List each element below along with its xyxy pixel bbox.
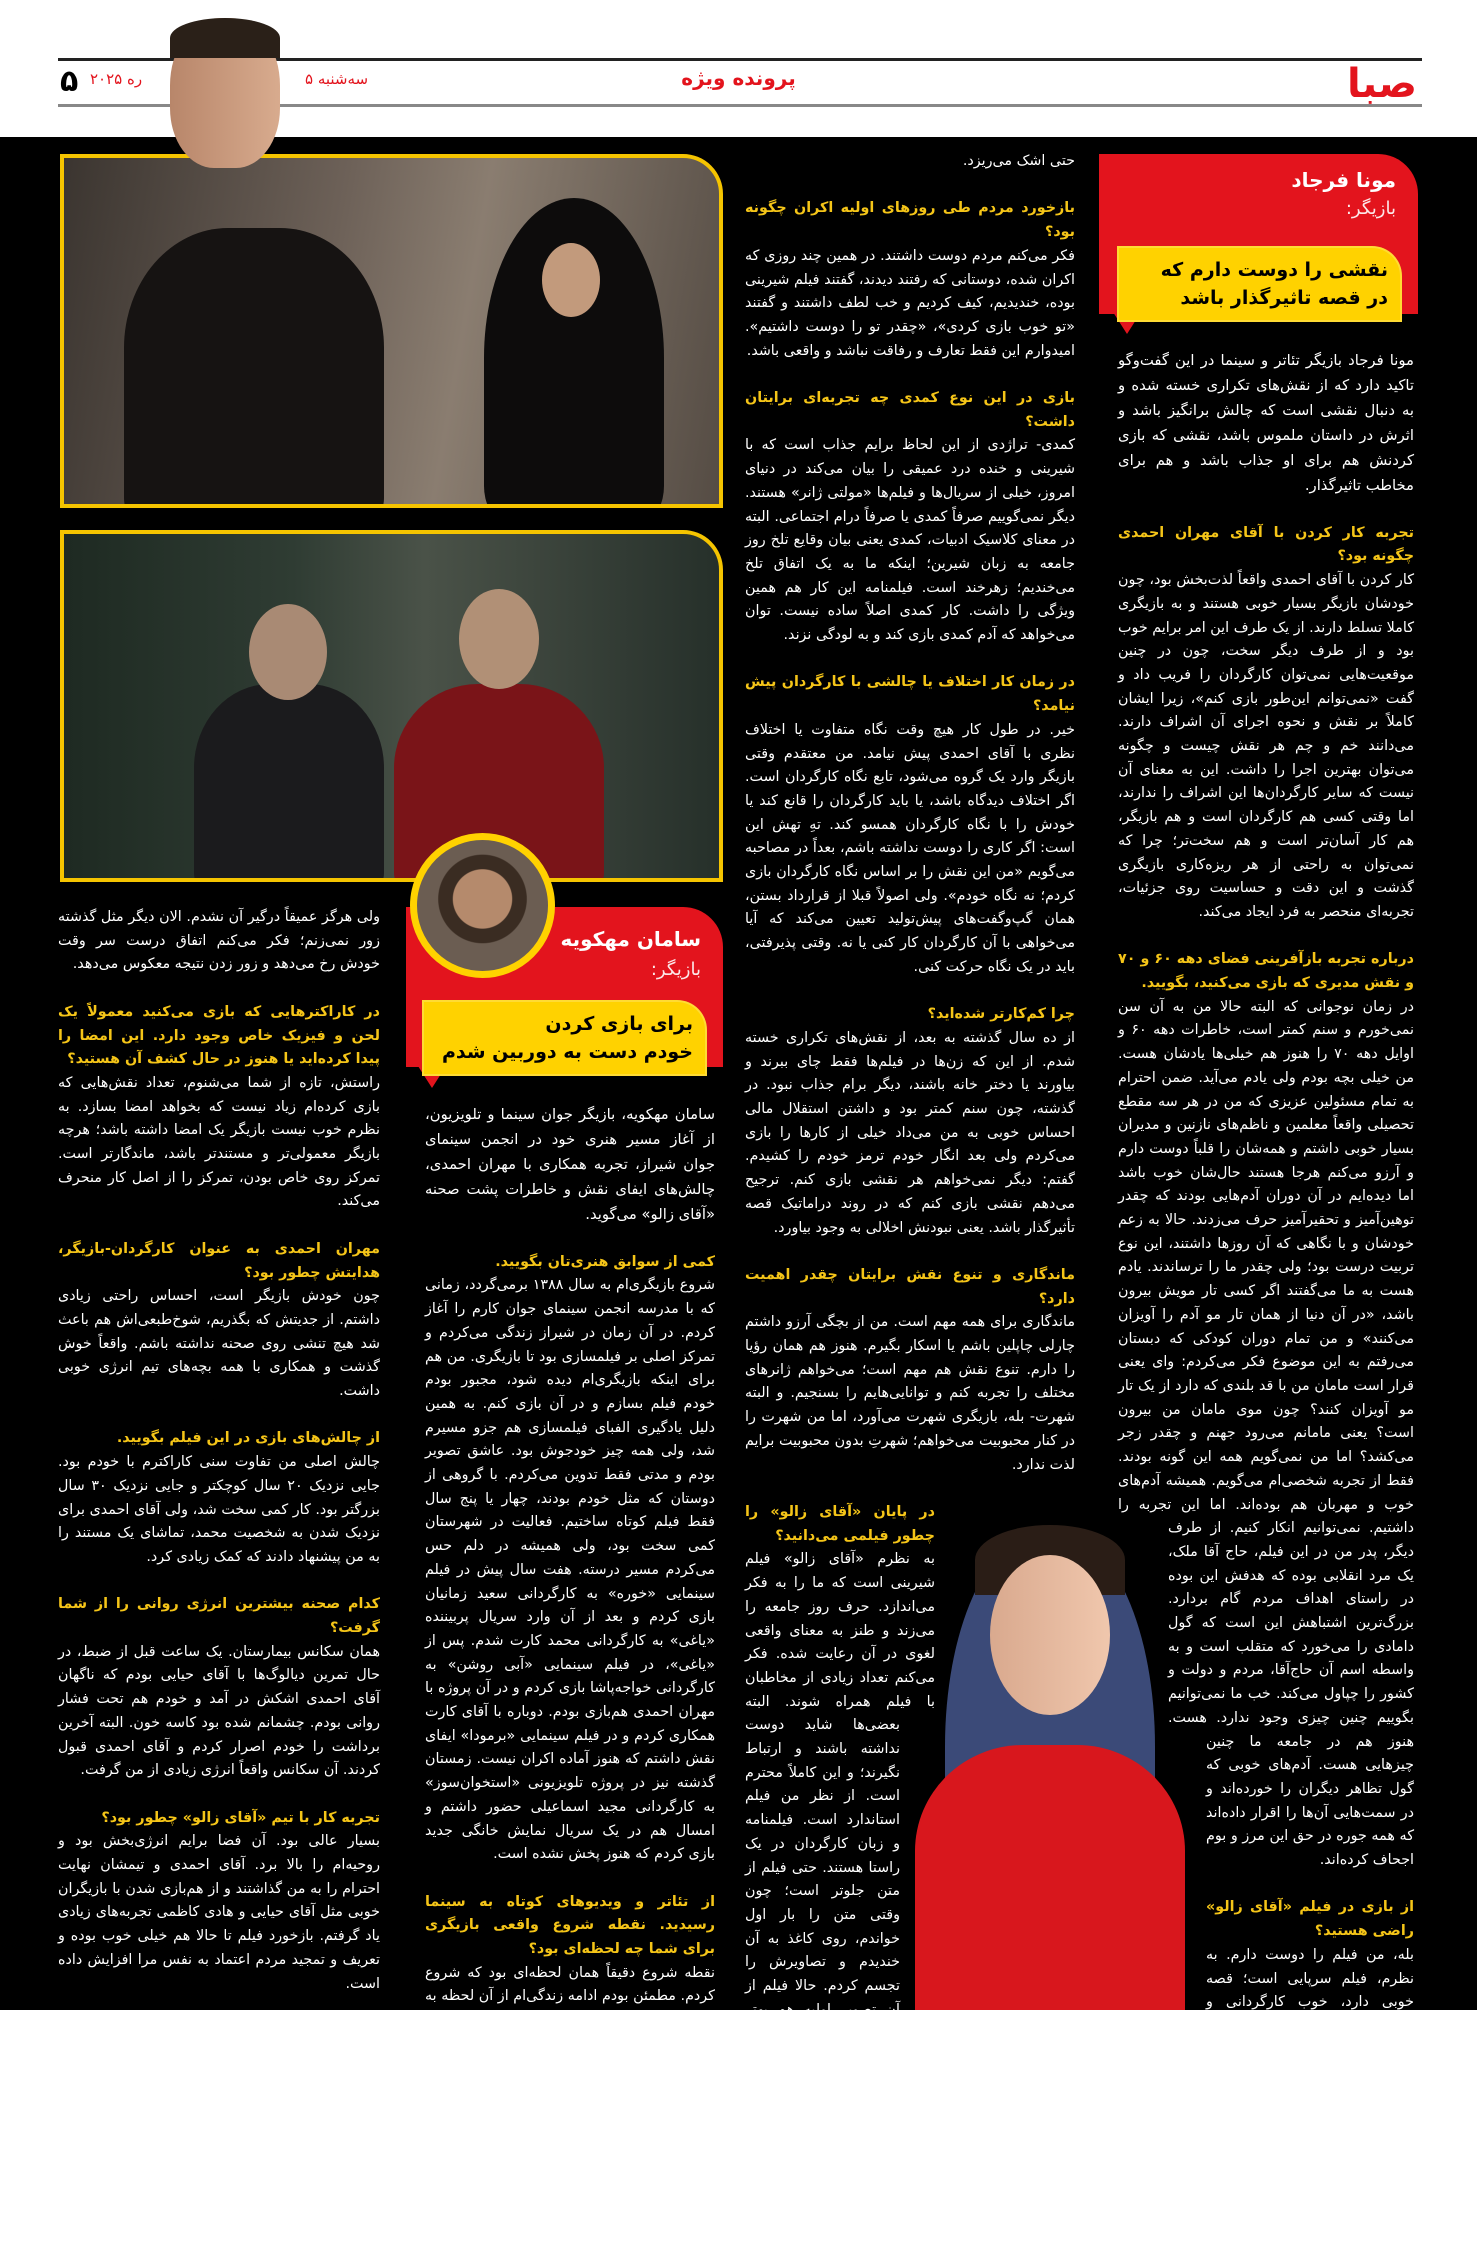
interviewee-name: سامان مهکویه — [560, 927, 701, 951]
interview-answer: خیر. در طول کار هیچ وقت نگاه متفاوت یا اختلاف نظری با آقای احمدی پیش نیامد. من معتقدم وقتی بازیگر وارد یک گروه می‌شود، تابع نگاه کارگردان است. اگر اختلاف دیدگاه باشد، یا باید کارگردان را قانع کند یا خودش را با نگاه کارگردان همسو کند. تهِ تهش این است: اگر کاری را دوست نداشته باشم، بعداً در مصاحبه می‌گویم «من این نقش را بر اساس نگاه کارگردان بازی کردم؛ نه نگاه خودم». ولی اصولاً قبلا از قرارداد بستن، همان گپ‌وگفت‌های پیش‌تولید تعیین می‌کند که آیا می‌خواهی با آن کارگردان کار کنی یا نه. وقتی پذیرفتی، باید در یک نگاه حرکت کنی. — [745, 721, 1075, 975]
newspaper-logo[interactable]: صبا — [1347, 61, 1417, 107]
issue-date-part2: ره ۲۰۲۵ — [90, 70, 143, 88]
interview-question: تجربه کار کردن با آقای مهران احمدی چگونه بود؟ — [1118, 524, 1414, 565]
interview-question: از چالش‌های بازی در این فیلم بگویید. — [116, 1430, 380, 1447]
headline-line-1: نقشی را دوست دارم که — [1160, 259, 1388, 281]
headline-line-2: خودم دست به دوربین شدم — [441, 1041, 693, 1063]
interviewee-role: بازیگر: — [650, 959, 701, 980]
page-number: ۵ — [60, 64, 79, 99]
mona-headline — [1117, 246, 1402, 322]
interview-answer: چالش اصلی من تفاوت سنی کاراکترم با خودم بود. جایی نزدیک ۲۰ سال کوچکتر و جایی نزدیک ۳۰ سال بزرگتر بود. کار کمی سخت شد، ولی آقای احمدی برای نزدیک شدن به شخصیت محمد، تماشای یک مستند را به من پیشنهاد دادند که کمک زیادی کرد. — [58, 1454, 380, 1565]
interviewee-role: بازیگر: — [1345, 198, 1396, 219]
film-still-photo-2 — [60, 530, 723, 882]
interview-question: در کاراکترهایی که بازی می‌کنید معمولاً یک لحن و فیزیک خاص وجود دارد. این امضا را پیدا کرده‌اید یا هنوز در حال کشف آن هستید؟ — [58, 1003, 380, 1068]
woman-face — [542, 243, 600, 317]
interview-answer: در زمان نوجوانی که البته حالا من به آن سن نمی‌خورم و سنم کمتر است، خاطرات دهه ۶۰ و اوایل دهه ۷۰ را هنوز هم خیلی‌ها یادشان هست. من خیلی بچه بودم ولی یادم می‌آید. ضمن احترام به تمام مسئولین عزیزی که من در هر سه مقطع تحصیلی واقعاً معلمین و ناظم‌های نازنین و مدیران بسیار خوبی داشتم و همه‌شان را قلباً دوست دارم و آرزو می‌کنم هرجا هستند حال‌شان خوب باشد اما دیده‌ایم در آن دوران آدم‌هایی بودند که چقدر توهین‌آمیز و تحقیرآمیز حرف می‌زدند. حالا به زعم خودشان و با نگاهی که آن روزها داشتند، این نوع تربیت درست بود؛ ولی چقدر ما را ترساندند. یادم هست به ما می‌گفتند اگر کسی تار مویش بیرون باشد، «در آن دنیا از همان تار مو آدم را آویزان می‌کنند» و من تمام دوران کودکی که دبستان می‌رفتم به این موضوع فکر می‌کردم: وای یعنی قرار است مامان من با قد بلندی که دارد از یک تار مو آویزان کنند؟ چون موی مامان من بیرون است؟ یعنی مامانم می‌رود جهنم و چقدر زجر می‌کشد؟ اما من نمی‌گویم همه این گونه بودند. فقط از تجربه شخصی‌ام می‌گویم. همیشه آدم‌های خوب و مهربان هم بوده‌اند. اما این تجربه را داشتیم. نمی‌توانیم انکار کنیم. از طرف دیگر، پدر من در این فیلم، حاج آقا ملک، یک مرد انقلابی بوده که هدفش این بوده در راستای اهداف مردم گام بردارد. بزرگ‌ترین اشتباهش این است که گول دامادی را می‌خورد که متقلب است و به واسطه اسم آن حاج‌آقا، مردم و دولت و کشور را چپاول می‌کند. خب ما نمی‌توانیم بگوییم چنین چیزی وجود ندارد. هست. هنوز هم در جامعه ما چنین چیزهایی هست. آدم‌های خوبی که گول تظاهر دیگران را خورده‌اند و در سمت‌هایی آن‌ها را اقرار داده‌اند که همه جوره در حق این مرز و بوم اجحاف کرده‌اند. — [1118, 998, 1415, 1869]
interview-question: چرا کم‌کارتر شده‌اید؟ — [927, 1006, 1075, 1023]
interview-question: از تئاتر و ویدیوهای کوتاه به سینما رسیدید. نقطه شروع واقعی بازیگری برای شما چه لحظه‌ای بود؟ — [425, 1893, 715, 1958]
actor-hair — [170, 18, 280, 58]
interview-answer: از ده سال گذشته به بعد، از نقش‌های تکراری خسته شدم. از این که زن‌ها در فیلم‌ها فقط چای ببرند و بیاورند یا دختر خانه باشند، دیگر برام جذاب نبود. در گذشته، چون سنم کمتر بود و داشتن استقلال مالی احساس خوبی به من می‌داد خیلی از کارها را بازی می‌کردم ولی بعد انگار خودم ترمز خودم را کشیدم. گفتم: دیگر نمی‌خواهم هر نقشی بازی کنم. ترجیح می‌دهم نقشی بازی کنم که در روند دراماتیک قصه تأثیرگذار باشد. یعنی نبودنش اخلالی به وجود بیاورد. — [745, 1029, 1075, 1236]
interview-answer: ولی هرگز عمیقاً درگیر آن نشدم. الان دیگر مثل گذشته زور نمی‌زنم؛ فکر می‌کنم اتفاق درست سر وقت خودش رخ می‌دهد و زور زدن نتیجه معکوس می‌دهد. — [58, 909, 380, 973]
saman-interview-column — [425, 1102, 715, 2057]
headline-line-2: در قصه تاثیرگذار باشد — [1180, 287, 1388, 309]
interview-question: درباره تجربه بازآفرینی فضای دهه ۶۰ و ۷۰ و نقش مدیری که بازی می‌کنید، بگویید. — [1118, 951, 1414, 992]
interview-answer: بله، من فیلم را دوست دارم. به نظرم، فیلم سرپایی است؛ قصه خوبی دارد، خوب کارگردانی و روایت می‌شود. از نظر من بازی‌ها همه تمیز و خوب‌اند. حتی نقش‌هایی که کوتاه‌تر هستند دوست‌داشتنی و ماندگارند. به نظر شخصی من فیلم ما را به فکر می‌برد؛ آدم می‌بیند، فکر می‌کند، جایی غمگین می‌شود و — [1206, 1946, 1414, 2177]
saman-interview-continued-column — [58, 906, 380, 1996]
interview-answer: بسیار عالی بود. آن فضا برایم انرژی‌بخش بود و روحیه‌ام را بالا برد. آقای احمدی و تیمشان نهایت احترام را به من گذاشتند و از هم‌بازی شدن با بازیگران خوبی مثل آقای حیایی و هادی کاظمی تجربه‌های زیادی یاد گرفتم. بازخورد فیلم تا حالا هم خیلی خوب بوده و تعریف و تمجید مردم اعتماد به نفس مرا افزایش داده است. — [58, 1833, 380, 1992]
interview-question: بازی در این نوع کمدی چه تجربه‌ای برایتان داشت؟ — [745, 390, 1075, 430]
issue-date-part1: سه‌شنبه ۵ — [305, 70, 369, 88]
interview-answer: فکر می‌کنم مردم دوست داشتند. در همین چند روزی که اکران شده، دوستانی که رفتند دیدند، گفتند فیلم شیرینی بوده، خندیدیم، کیف کردیم و خب لطف داشتند و گفتند «تو خوب بازی کردی»، «چقدر تو را دوست داشتیم». امیدوارم این فقط تعارف و رفاقت نباشد و واقعی باشد. — [745, 247, 1075, 359]
interview-answer: چون خودش بازیگر است، احساس راحتی زیادی داشتم. از جدیتش که بگذریم، شوخ‌طبعی‌اش هم باعث شد هیچ تنشی روی صحنه نداشته باشم. واقعاً خوش گذشت و همکاری با همه بچه‌های تیم انرژی خوبی داشت. — [58, 1288, 380, 1400]
interview-question: از بازی در فیلم «آقای زالو» راضی هستید؟ — [1206, 1899, 1414, 1940]
interview-answer: نقطه شروع دقیقاً همان لحظه‌ای بود که شروع کردم. مطمئن بودم ادامه زندگی‌ام از آن لحظه به بعد رقم خواهد خورد. چند دوره هم در مسیر تئاتر فعال بودم، — [425, 1964, 715, 2052]
interview-question: تجربه کار با تیم «آقای زالو» چطور بود؟ — [101, 1809, 380, 1826]
saman-headline — [422, 1000, 707, 1076]
interviewee-name: مونا فرجاد — [1291, 168, 1396, 192]
mona-interview-column — [1118, 348, 1414, 2181]
actor-cutout-photo — [150, 18, 300, 188]
mona-interview-continued-column — [745, 150, 1075, 2259]
interview-answer: کمدی- تراژدی از این لحاظ برایم جذاب است که با شیرینی و خنده درد عمیقی را بیان می‌کند در دنیای امروز، خیلی از سریال‌ها و فیلم‌ها «مولتی ژانر» هستند. دیگر نمی‌گوییم صرفاً کمدی یا صرفاً درام اجتماعی. البته در معنای کلاسیک ادبیات، کمدی یعنی بیان وقایع تلخ روز جامعه به زبان شیرین؛ اینکه ما به یک اتفاق تلخ می‌خندیم؛ زهرخند است. فیلمنامه این کار هم همین ویژگی را داشت. کار کمدی اصلاً ساده نیست. توان می‌خواهد که آدم کمدی بازی کند و به لودگی نزند. — [745, 437, 1075, 644]
masked-man-face — [249, 604, 327, 700]
saman-avatar-photo — [410, 833, 555, 978]
mona-intro: مونا فرجاد بازیگر تئاتر و سینما در این گفت‌وگو تاکید دارد که از نقش‌های تکراری خسته شده و به دنبال نقشی است که چالش برانگیز باشد و اثرش در داستان ملموس باشد، نقشی که بازی کردنش هم برای او جذاب باشد و هم برای مخاطب تاثیرگذار. — [1118, 352, 1414, 494]
interview-question: کدام صحنه بیشترین انرژی روانی را از شما گرفت؟ — [58, 1596, 380, 1637]
interview-question: در پایان «آقای زالو» را چطور فیلمی می‌دانید؟ — [745, 1503, 935, 1544]
interview-question: در زمان کار اختلاف یا چالشی با کارگردان پیش نیامد؟ — [745, 674, 1075, 715]
interview-question: بازخورد مردم طی روزهای اولیه اکران چگونه بود؟ — [745, 200, 1075, 241]
interview-answer: حتی اشک می‌ریزد. — [962, 153, 1075, 169]
interview-answer: شروع بازیگری‌ام به سال ۱۳۸۸ برمی‌گردد، زمانی که با مدرسه انجمن سینمای جوان کارم را آغاز کردم. در آن زمان در شیراز زندگی می‌کردم و تمرکز اصلی بر فیلمسازی بود تا بازیگری. من هم برای اینکه بازیگری‌ام دیده شود، مجبور بودم خودم فیلم بسازم و در آن بازی کنم. به همین دلیل یادگیری الفبای فیلمسازی هم جزو مسیرم شد، ولی همه چیز خودجوش بود. عاشق تصویر بودم و مدتی فقط تدوین می‌کردم. با گروهی از دوستان که مثل خودم بودند، چهار یا پنج سال فقط فیلم کوتاه ساختیم. فعالیت در شهرستان کمی سخت بود، ولی همیشه در دلم حس می‌کردم مسیر درسته. هفت سال پیش در فیلم سینمایی «خوره» به کارگردانی سعید زمانیان بازی کردم و بعد از آن وارد سریال پربیننده «یاغی» به کارگردانی محمد کارت شدم. پس از «یاغی»، در فیلم سینمایی «آبی روشن» به کارگردانی خواجه‌پاشا بازی کردم و در آن پروژه با مهران احمدی هم‌بازی بودم. دوباره با آقای کارت همکاری کردم و در فیلم سینمایی «برمودا» ایفای نقش داشتم که هنوز آماده اکران نیست. زمستان گذشته نیز در پروژه تلویزیونی «استخوان‌سوز» به کارگردانی مجید اسماعیلی حضور داشتم و امسال هم در یک سریال نمایش خانگی جدید بازی کردم که هنوز پخش نشده است. — [425, 1277, 715, 1863]
interview-answer: ماندگاری برای همه مهم است. من از بچگی آرزو داشتم چارلی چاپلین باشم یا اسکار بگیرم. هنوز هم همان رؤیا را دارم. تنوع نقش هم مهم است؛ می‌خواهم ژانرهای مختلف را تجربه کنم و توانایی‌هایم را بسنجیم. و البته شهرت- بله، بازیگری شهرت می‌آورد، اما من شهرت را در کنار محبوبیت می‌خواهم؛ شهرتِ بدون محبوبیت برایم لذت ندارد. — [745, 1314, 1075, 1473]
masked-man-face-2 — [459, 589, 539, 689]
saman-intro: سامان مهکویه، بازیگر جوان سینما و تلویزیون، از آغاز مسیر هنری خود در انجمن سینمای جوان شیراز، تجربه همکاری با مهران احمدی، چالش‌های ایفای نقش و خاطرات پشت صحنه «آقای زالو» می‌گوید. — [425, 1106, 715, 1223]
interview-question: مهران احمدی به عنوان کارگردان-بازیگر، هدایتش چطور بود؟ — [58, 1240, 380, 1281]
interview-answer: به نظرم «آقای زالو» فیلم شیرینی است که ما را به فکر می‌اندازد. حرف روز جامعه را می‌زند و طنز به معنای واقعی لغوی در آن رعایت شده. فکر می‌کنم تعداد زیادی از مخاطبان با فیلم همراه شوند. البته بعضی‌ها شاید دوست نداشته باشند و ارتباط نگیرند؛ و این کاملاً محترم است. از نظر من فیلم استاندارد است. فیلمنامه و زبان کارگردان در یک راستا هستند. حتی فیلم از متن جلوتر است؛ چون وقتی متن را بار اول خواندم، روی کاغذ به آن خندیدم و تصاویرش را تجسم کردم. حالا فیلم از آن تصویر اولیه هم بهتر شده و این برای من موفقیت است. اگر اشتباه نکنم این فیلم در ۳۱ یا ۳۲ روز با ۳۱ لوکیشن ساخته شده؛ کاری سخت که فقط با همدلی تمام اعضای گروه ممکن بود. بی‌اغراق می‌گویم که این همدلی در همه بود. همه آمده بودند که کار به سرانجام برسد، با حال خوب، با دل خوش. و من این را عمیقاً حس کردم. خلاصه ما با عشق این فیلم را ساختیم. امیدوارم بیننده‌ها ببینند و لذت ببرند. — [745, 1551, 1075, 2255]
film-still-photo-1 — [60, 154, 723, 508]
man-in-tuxedo-figure — [194, 684, 384, 882]
interview-answer: کار کردن با آقای احمدی واقعاً لذت‌بخش بود، چون خودشان بازیگر بسیار خوبی هستند و به بازیگری کاملا تسلط دارند. از یک طرف این امر برایم خوب بود و از طرف دیگر سخت، چون در چنین موقعیت‌هایی نمی‌توان کارگردان را فریب داد و گفت «نمی‌توانم این‌طور بازی کنم»، زیرا ایشان کاملاً بر نقش و نحوه اجرای آن اشراف دارند. می‌دانند خم و چم هر نقش چیست و چگونه می‌توان بهترین اجرا را داشت. این به معنای آن نیست که سایر کارگردان‌ها این اشراف را ندارند، اما وقتی کسی هم کارگردان است و هم بازیگر، هم کار آسان‌تر است و هم سخت‌تر؛ چرا که نمی‌توان به راحتی از هر ریزه‌کاری بازیگری گذشت و این دقت و حساسیت روی جزئیات، تجربه‌ای منحصر به فرد ایجاد می‌کند. — [1118, 572, 1414, 920]
section-title: پرونده ویژه — [681, 66, 796, 90]
headline-line-1: برای بازی کردن — [545, 1013, 693, 1035]
interview-answer: راستش، تازه از شما می‌شنوم، تعداد نقش‌هایی که بازی کرده‌ام زیاد نیست که بخواهد امضا بسازد. به نظرم خوب نیست بازیگر یک امضا داشته باشد؛ هرچه بازیگر معمولی‌تر و مستندتر باشد، ماندگارتر است. تمرکز روی خاص بودن، تمرکز را از اصل کار منحرف می‌کند. — [58, 1074, 380, 1210]
interview-question: ماندگاری و تنوع نقش برایتان چقدر اهمیت دارد؟ — [745, 1266, 1075, 1307]
man-in-leather-jacket-figure — [124, 228, 384, 508]
interview-question: کمی از سوابق هنری‌تان بگویید. — [495, 1253, 715, 1270]
interview-answer: همان سکانس بیمارستان. یک ساعت قبل از ضبط، در حال تمرین دیالوگ‌ها با آقای حیایی بودم که ناگهان آقای احمدی اشکش در آمد و خودم هم تحت فشار روانی بودم. چشمانم شده بود کاسه خون. البته آخرین برداشت را خودم اصرار کردم و آقای احمدی قبول کردند. آن سکانس واقعاً انرژی زیادی از من گرفت. — [58, 1643, 380, 1779]
